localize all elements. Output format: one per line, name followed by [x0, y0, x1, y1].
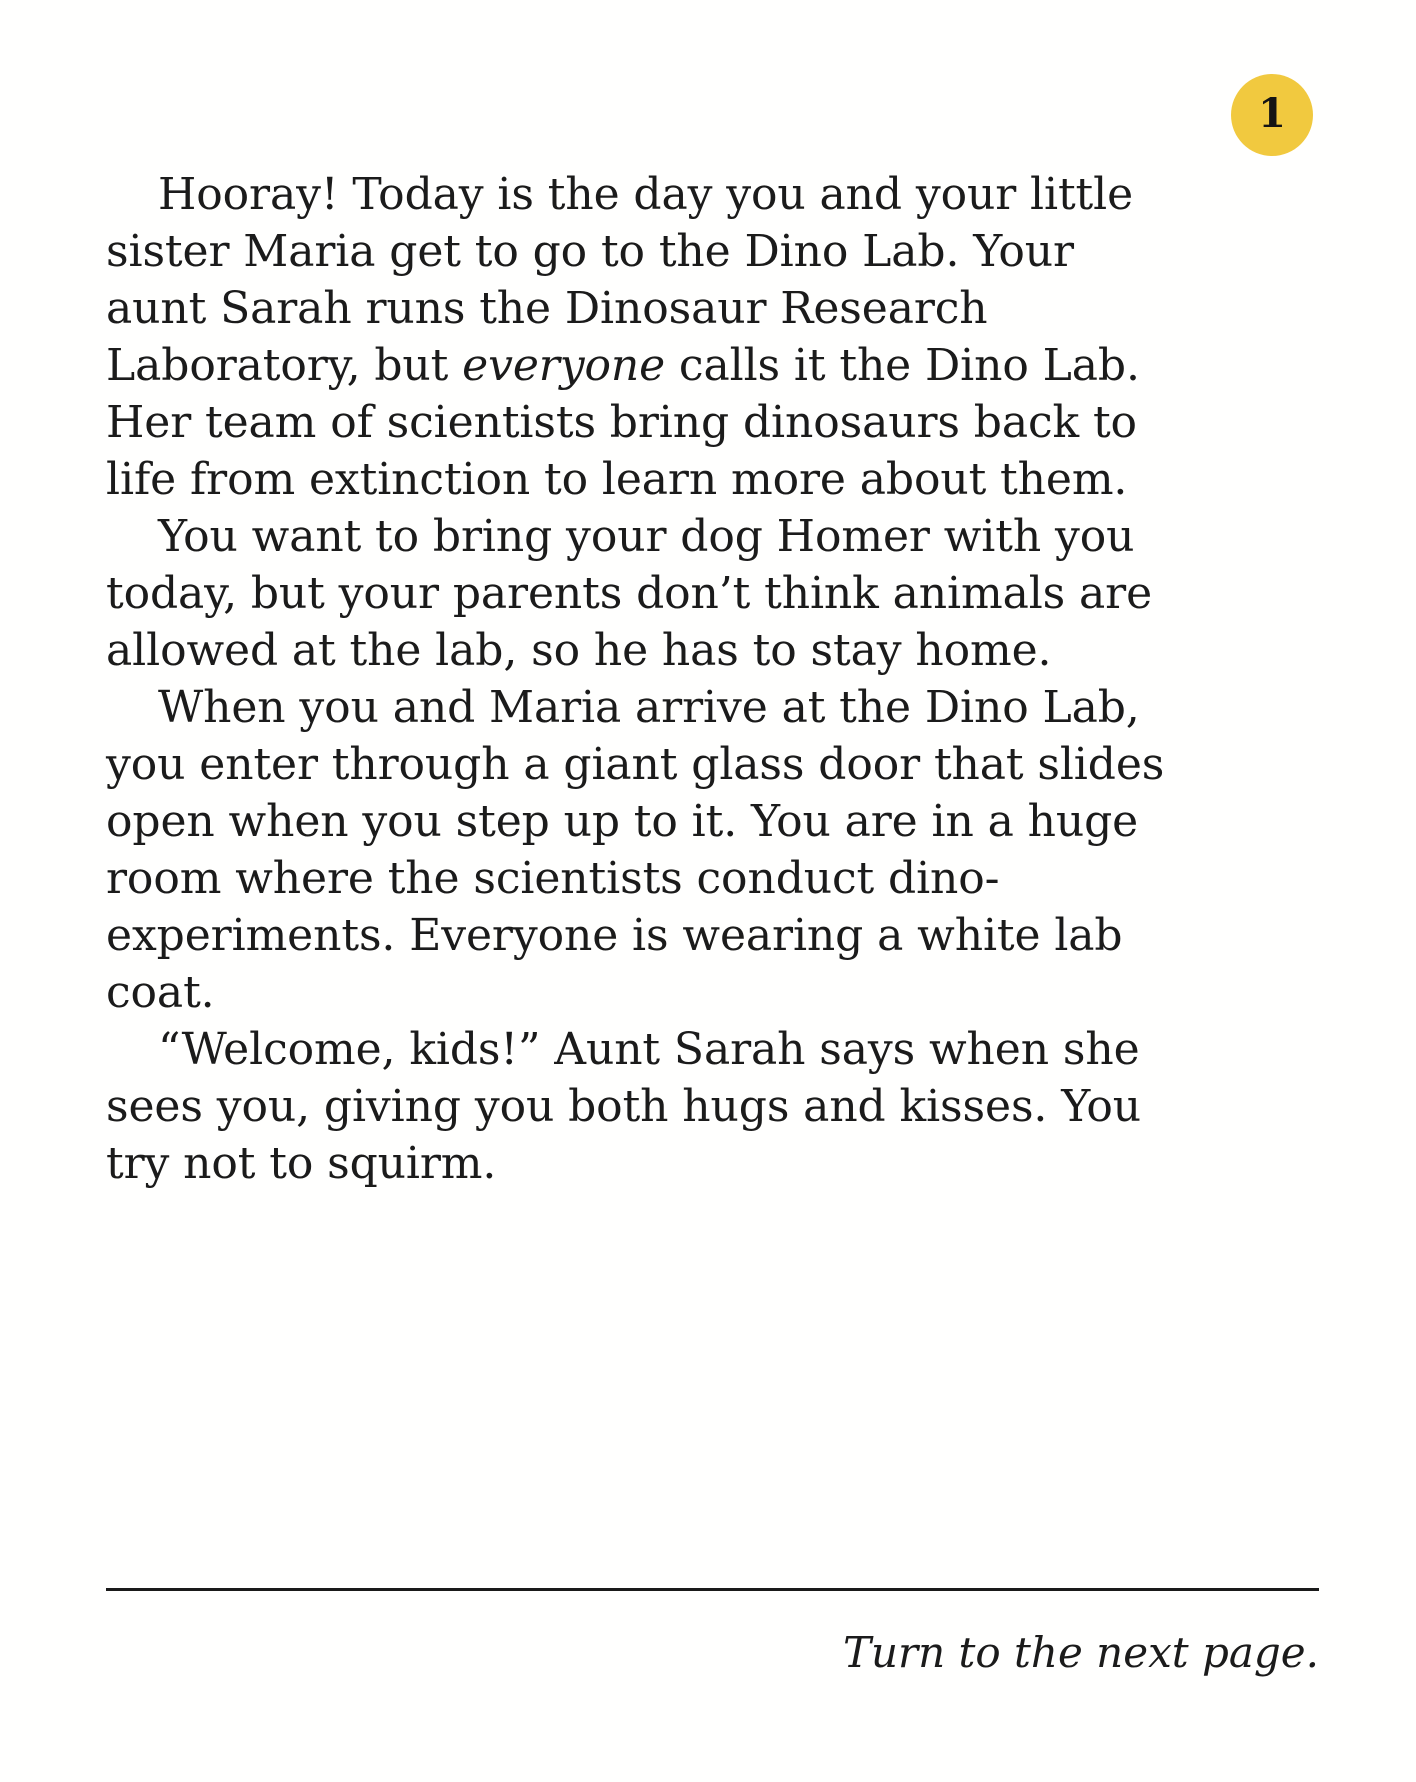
page-footer	[106, 1588, 1319, 1679]
paragraph-1-lead: Hooray! Today is the day you and your little sister Maria get to go to the Dino Lab. Your aunt Sarah runs the Dinosaur Research Laboratory, but	[106, 169, 1134, 391]
paragraph-1-emphasis: everyone	[462, 340, 666, 391]
story-paragraph-3: When you and Maria arrive at the Dino Lab, you enter through a giant glass door that slides open when you step up to it. You are in a huge room where the scientists conduct dino-experiments. Everyone is wearing a white lab coat.	[106, 682, 1165, 1018]
story-body	[106, 166, 1178, 1192]
story-paragraph-4: “Welcome, kids!” Aunt Sarah says when she sees you, giving you both hugs and kisses. You try not to squirm.	[106, 1024, 1141, 1189]
story-paragraph-1	[106, 166, 1178, 508]
turn-page-note: Turn to the next page.	[842, 1628, 1319, 1677]
story-paragraph-2: You want to bring your dog Homer with you today, but your parents don’t think animals are allowed at the lab, so he has to stay home.	[106, 511, 1153, 676]
page-number-badge	[1231, 74, 1313, 156]
footer-divider	[106, 1588, 1319, 1591]
page-number-label: 1	[1258, 90, 1286, 137]
paragraph-1-tail: calls it the Dino Lab. Her team of scientists bring dinosaurs back to life from extinction to learn more about them.	[106, 340, 1140, 505]
